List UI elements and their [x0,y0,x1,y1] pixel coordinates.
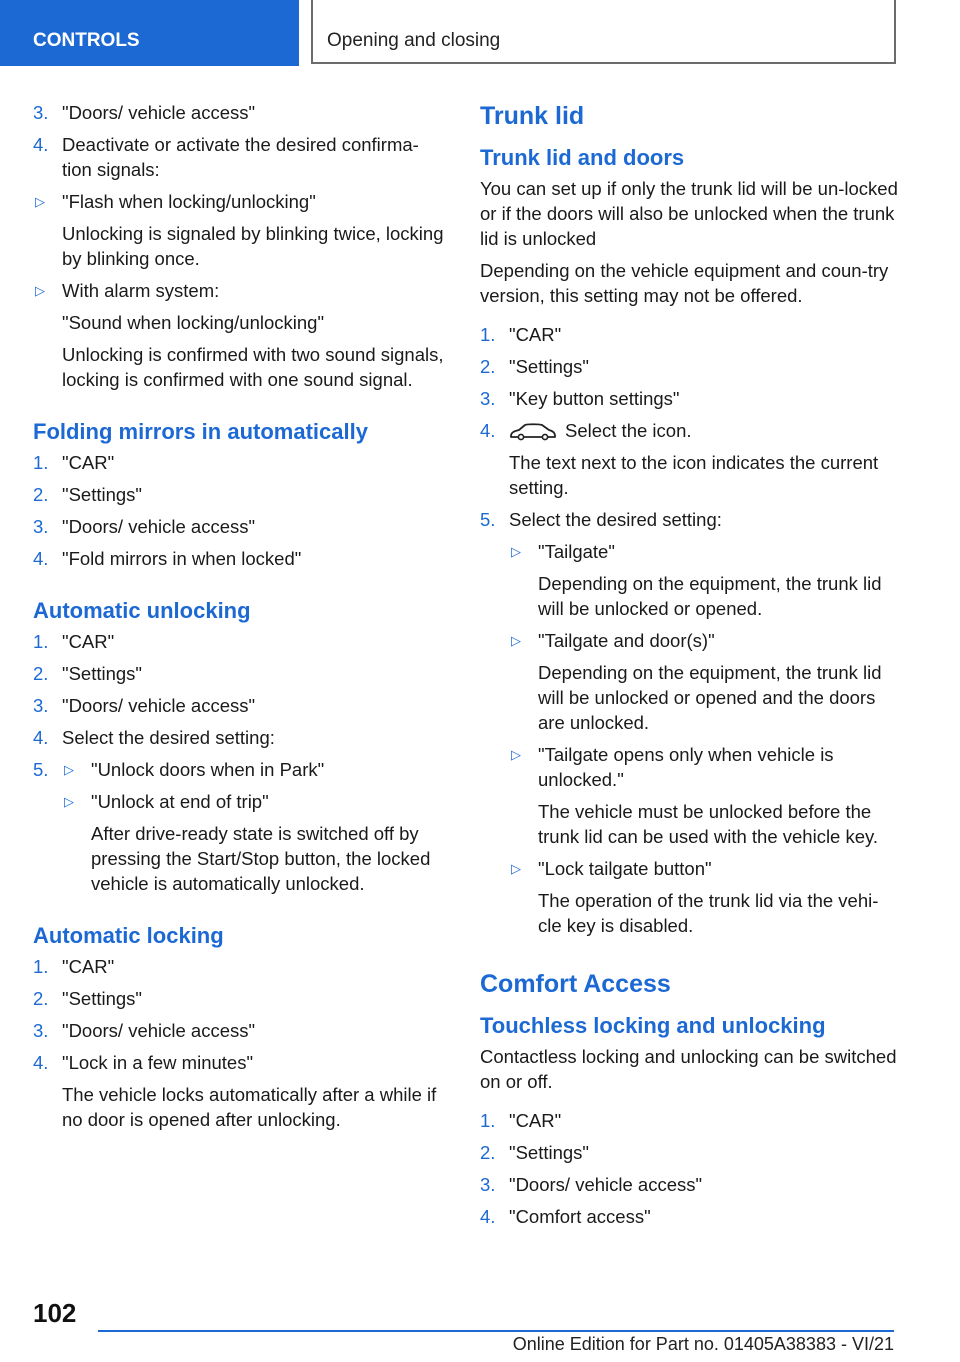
paragraph: Contactless locking and unlocking can be switched on or off. [480,1046,897,1092]
right-column [480,100,898,1236]
list-item: 1. "CAR" [480,324,562,345]
list-item: 4. "Lock in a few minutes" The vehicle locks automatically after a while if no door is opened after unlocking. [33,1050,448,1132]
triangle-bullet-icon: ▷ [511,544,521,559]
heading-automatic-unlocking: Automatic unlocking [33,598,251,623]
list-item: 4. Deactivate or activate the desired confirma-tion signals: [33,134,419,180]
list-item: 2. "Settings" [480,356,589,377]
list-item: 2. "Settings" [33,988,142,1009]
list-item: 4. Select the desired setting: [33,727,275,748]
triangle-bullet-icon: ▷ [511,861,521,876]
list-item: 5. Select the desired setting: ▷ "Tailgate" Depending on the equipment, the trunk lid will be unlocked or opened. ▷ "Tailgate and door(s)" Depending on the equipment, the trunk lid will be unlocked or opened and the doors are unlocked. ▷ "Tailgate opens only when vehicle is unlocked." The vehicle must be unlocked before the trunk lid can be used with the vehicle key. ▷ "Lock tailgate button" The operation of the trunk lid via the vehi-cle key is disabled. [480,507,898,938]
edition-text: Online Edition for Part no. 01405A38383 - VI/21 [512,1334,894,1354]
triangle-bullet-icon: ▷ [64,762,74,777]
triangle-bullet-icon: ▷ [35,283,45,298]
trunk-option: ▷ "Tailgate and door(s)" Depending on the equipment, the trunk lid will be unlocked or opened and the doors are unlocked. [511,630,882,733]
page-header [0,0,960,66]
chapter-title: Opening and closing [311,0,896,64]
list-item: 3. "Key button settings" [480,388,680,409]
list-item: 3. "Doors/ vehicle access" [33,516,256,537]
list-item: 1. "CAR" [33,956,115,977]
triangle-bullet-icon: ▷ [35,194,45,209]
heading-folding-mirrors: Folding mirrors in automatically [33,419,368,444]
heading-trunk-lid-doors: Trunk lid and doors [480,145,685,170]
list-item: 1. "CAR" [33,631,115,652]
unlock-option: ▷ "Unlock doors when in Park" [64,759,325,780]
signal-option: ▷ "Flash when locking/unlocking" Unlocking is signaled by blinking twice, locking by blinking once. [35,191,444,269]
list-item: 3. "Doors/ vehicle access" [33,695,256,716]
car-icon [509,422,557,442]
triangle-bullet-icon: ▷ [511,747,521,762]
heading-comfort-access: Comfort Access [480,970,671,998]
paragraph: You can set up if only the trunk lid will be un-locked or if the doors will also be unlocked when the trunk lid is unlocked [480,178,898,249]
list-item: 1. "CAR" [33,452,115,473]
unlock-option: ▷ "Unlock at end of trip" After drive-ready state is switched off by pressing the Start/Stop button, the locked vehicle is automatically unlocked. [64,791,431,894]
section-tab: CONTROLS [0,0,299,66]
heading-automatic-locking: Automatic locking [33,923,224,948]
list-item: 3. "Doors/ vehicle access" [480,1174,703,1195]
lock-note: The vehicle locks automatically after a while if no door is opened after unlocking. [62,1084,437,1130]
trunk-option: ▷ "Tailgate" Depending on the equipment, the trunk lid will be unlocked or opened. [511,541,882,619]
list-item: 3. "Doors/ vehicle access" [33,102,256,123]
heading-trunk-lid: Trunk lid [480,102,585,130]
list-item: 2. "Settings" [480,1142,589,1163]
list-item: 4. "Fold mirrors in when locked" [33,548,302,569]
left-column [33,100,448,1139]
list-item: 4. "Comfort access" [480,1206,651,1227]
signal-option: ▷ With alarm system: "Sound when locking/unlocking" Unlocking is confirmed with two sound signals, locking is confirmed with one sound signal. [35,280,444,390]
list-item: 5. ▷ "Unlock doors when in Park" ▷ "Unlock at end of trip" After drive-ready state is switched off by pressing the Start/Stop button, the locked vehicle is automatically unlocked. [33,757,448,896]
triangle-bullet-icon: ▷ [64,794,74,809]
trunk-option: ▷ "Tailgate opens only when vehicle is unlocked." The vehicle must be unlocked before the trunk lid can be used with the vehicle key. [511,744,879,847]
list-item: 2. "Settings" [33,484,142,505]
list-item: 1. "CAR" [480,1110,562,1131]
page-number: 102 [33,1298,77,1328]
list-item: 2. "Settings" [33,663,142,684]
heading-touchless: Touchless locking and unlocking [480,1013,826,1038]
footer-divider [98,1330,894,1332]
list-item: 3. "Doors/ vehicle access" [33,1020,256,1041]
paragraph: Depending on the vehicle equipment and coun-try version, this setting may not be offered. [480,260,889,306]
triangle-bullet-icon: ▷ [511,633,521,648]
trunk-option: ▷ "Lock tailgate button" The operation of the trunk lid via the vehi-cle key is disabled. [511,858,879,936]
list-item: 4. Select the icon. The text next to the icon indicates the current setting. [480,420,879,498]
